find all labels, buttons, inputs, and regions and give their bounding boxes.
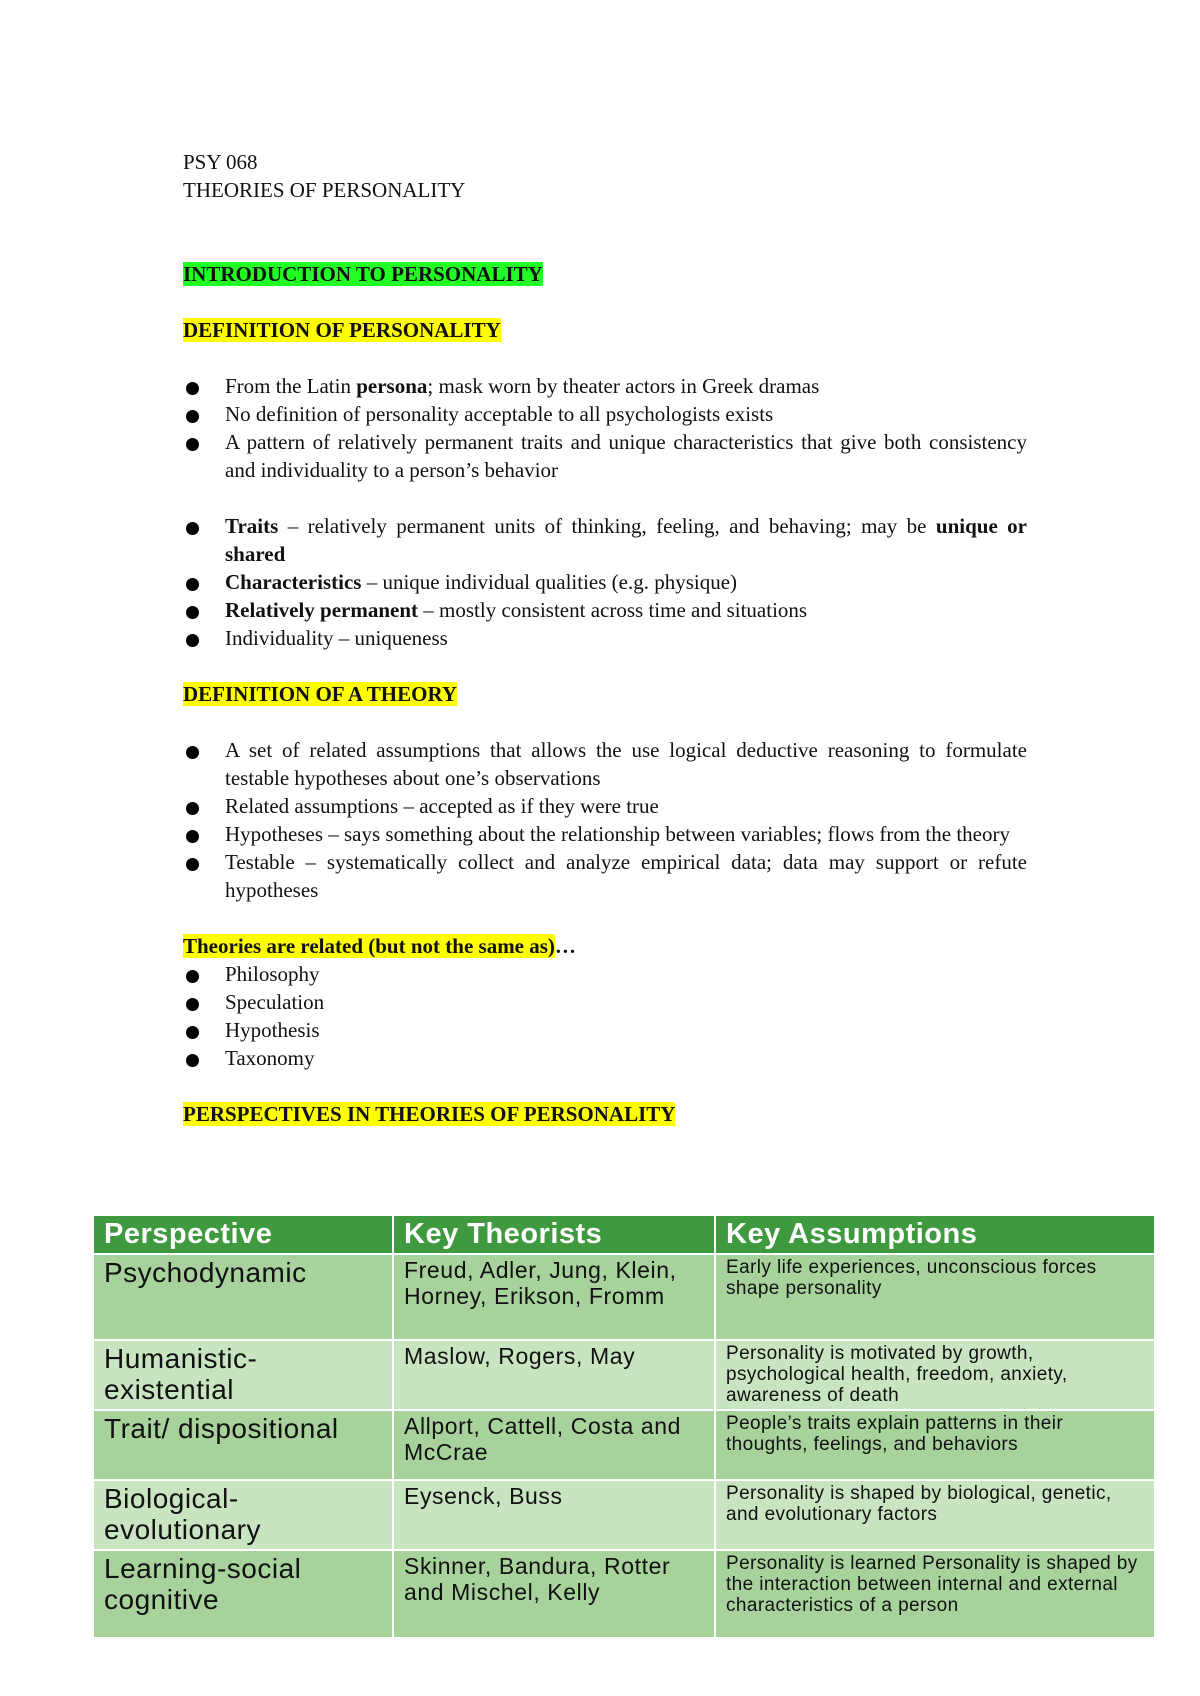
perspectives-heading: PERSPECTIVES IN THEORIES OF PERSONALITY bbox=[183, 1102, 676, 1126]
list-item: A set of related assumptions that allows the use logical deductive reasoning to formulate testable hypotheses about one’s observations bbox=[183, 736, 1027, 792]
bullet-icon bbox=[186, 1026, 199, 1039]
header-key-theorists: Key Theorists bbox=[393, 1215, 715, 1254]
list-item: Hypotheses – says something about the relationship between variables; flows from the theory bbox=[183, 820, 1027, 848]
cell-assumptions: Personality is shaped by biological, genetic, and evolutionary factors bbox=[715, 1480, 1155, 1550]
personality-bullets-a bbox=[183, 372, 1027, 484]
intro-heading: INTRODUCTION TO PERSONALITY bbox=[183, 262, 543, 286]
bullet-icon bbox=[186, 970, 199, 983]
bullet-icon bbox=[186, 746, 199, 759]
cell-perspective: Psychodynamic bbox=[93, 1254, 393, 1340]
cell-theorists: Skinner, Bandura, Rotter and Mischel, Kelly bbox=[393, 1550, 715, 1638]
bullet-icon bbox=[186, 858, 199, 871]
theory-bullets bbox=[183, 736, 1027, 904]
bullet-icon bbox=[186, 438, 199, 451]
cell-perspective: Learning-social cognitive bbox=[93, 1550, 393, 1638]
table-row bbox=[93, 1340, 1155, 1410]
definition-theory-heading: DEFINITION OF A THEORY bbox=[183, 682, 458, 706]
document-page bbox=[183, 148, 1027, 1128]
course-code: PSY 068 bbox=[183, 150, 258, 174]
header-key-assumptions: Key Assumptions bbox=[715, 1215, 1155, 1254]
bullet-icon bbox=[186, 578, 199, 591]
list-item: Speculation bbox=[183, 988, 1027, 1016]
perspectives-table bbox=[92, 1214, 1156, 1639]
cell-theorists: Eysenck, Buss bbox=[393, 1480, 715, 1550]
bullet-icon bbox=[186, 830, 199, 843]
cell-assumptions: People’s traits explain patterns in their thoughts, feelings, and behaviors bbox=[715, 1410, 1155, 1480]
bullet-icon bbox=[186, 802, 199, 815]
table-row bbox=[93, 1410, 1155, 1480]
list-item: Hypothesis bbox=[183, 1016, 1027, 1044]
personality-bullets-b bbox=[183, 512, 1027, 652]
list-item: Taxonomy bbox=[183, 1044, 1027, 1072]
list-item: From the Latin persona; mask worn by theater actors in Greek dramas bbox=[183, 372, 1027, 400]
list-item: Characteristics – unique individual qualities (e.g. physique) bbox=[183, 568, 1027, 596]
list-item: Individuality – uniqueness bbox=[183, 624, 1027, 652]
cell-assumptions: Personality is motivated by growth, psychological health, freedom, anxiety, awareness of death bbox=[715, 1340, 1155, 1410]
cell-assumptions: Personality is learned Personality is shaped by the interaction between internal and external characteristics of a person bbox=[715, 1550, 1155, 1638]
header-perspective: Perspective bbox=[93, 1215, 393, 1254]
cell-assumptions: Early life experiences, unconscious forces shape personality bbox=[715, 1254, 1155, 1340]
bullet-icon bbox=[186, 522, 199, 535]
list-item: Philosophy bbox=[183, 960, 1027, 988]
list-item: Relatively permanent – mostly consistent across time and situations bbox=[183, 596, 1027, 624]
bullet-icon bbox=[186, 606, 199, 619]
table-row bbox=[93, 1254, 1155, 1340]
cell-perspective: Humanistic-existential bbox=[93, 1340, 393, 1410]
cell-theorists: Maslow, Rogers, May bbox=[393, 1340, 715, 1410]
cell-theorists: Allport, Cattell, Costa and McCrae bbox=[393, 1410, 715, 1480]
list-item: Testable – systematically collect and analyze empirical data; data may support or refute hypotheses bbox=[183, 848, 1027, 904]
definition-personality-heading: DEFINITION OF PERSONALITY bbox=[183, 318, 501, 342]
course-title: THEORIES OF PERSONALITY bbox=[183, 178, 466, 202]
table-row bbox=[93, 1550, 1155, 1638]
related-heading: Theories are related (but not the same as)… bbox=[183, 934, 576, 958]
bullet-icon bbox=[186, 410, 199, 423]
bullet-icon bbox=[186, 1054, 199, 1067]
list-item: No definition of personality acceptable to all psychologists exists bbox=[183, 400, 1027, 428]
cell-perspective: Biological-evolutionary bbox=[93, 1480, 393, 1550]
list-item: Traits – relatively permanent units of thinking, feeling, and behaving; may be unique or shared bbox=[183, 512, 1027, 568]
table-row bbox=[93, 1480, 1155, 1550]
bullet-icon bbox=[186, 998, 199, 1011]
related-bullets bbox=[183, 960, 1027, 1072]
bullet-icon bbox=[186, 634, 199, 647]
table-header-row bbox=[93, 1215, 1155, 1254]
list-item: Related assumptions – accepted as if they were true bbox=[183, 792, 1027, 820]
cell-theorists: Freud, Adler, Jung, Klein, Horney, Erikson, Fromm bbox=[393, 1254, 715, 1340]
list-item: A pattern of relatively permanent traits and unique characteristics that give both consistency and individuality to a person’s behavior bbox=[183, 428, 1027, 484]
bullet-icon bbox=[186, 382, 199, 395]
cell-perspective: Trait/ dispositional bbox=[93, 1410, 393, 1480]
